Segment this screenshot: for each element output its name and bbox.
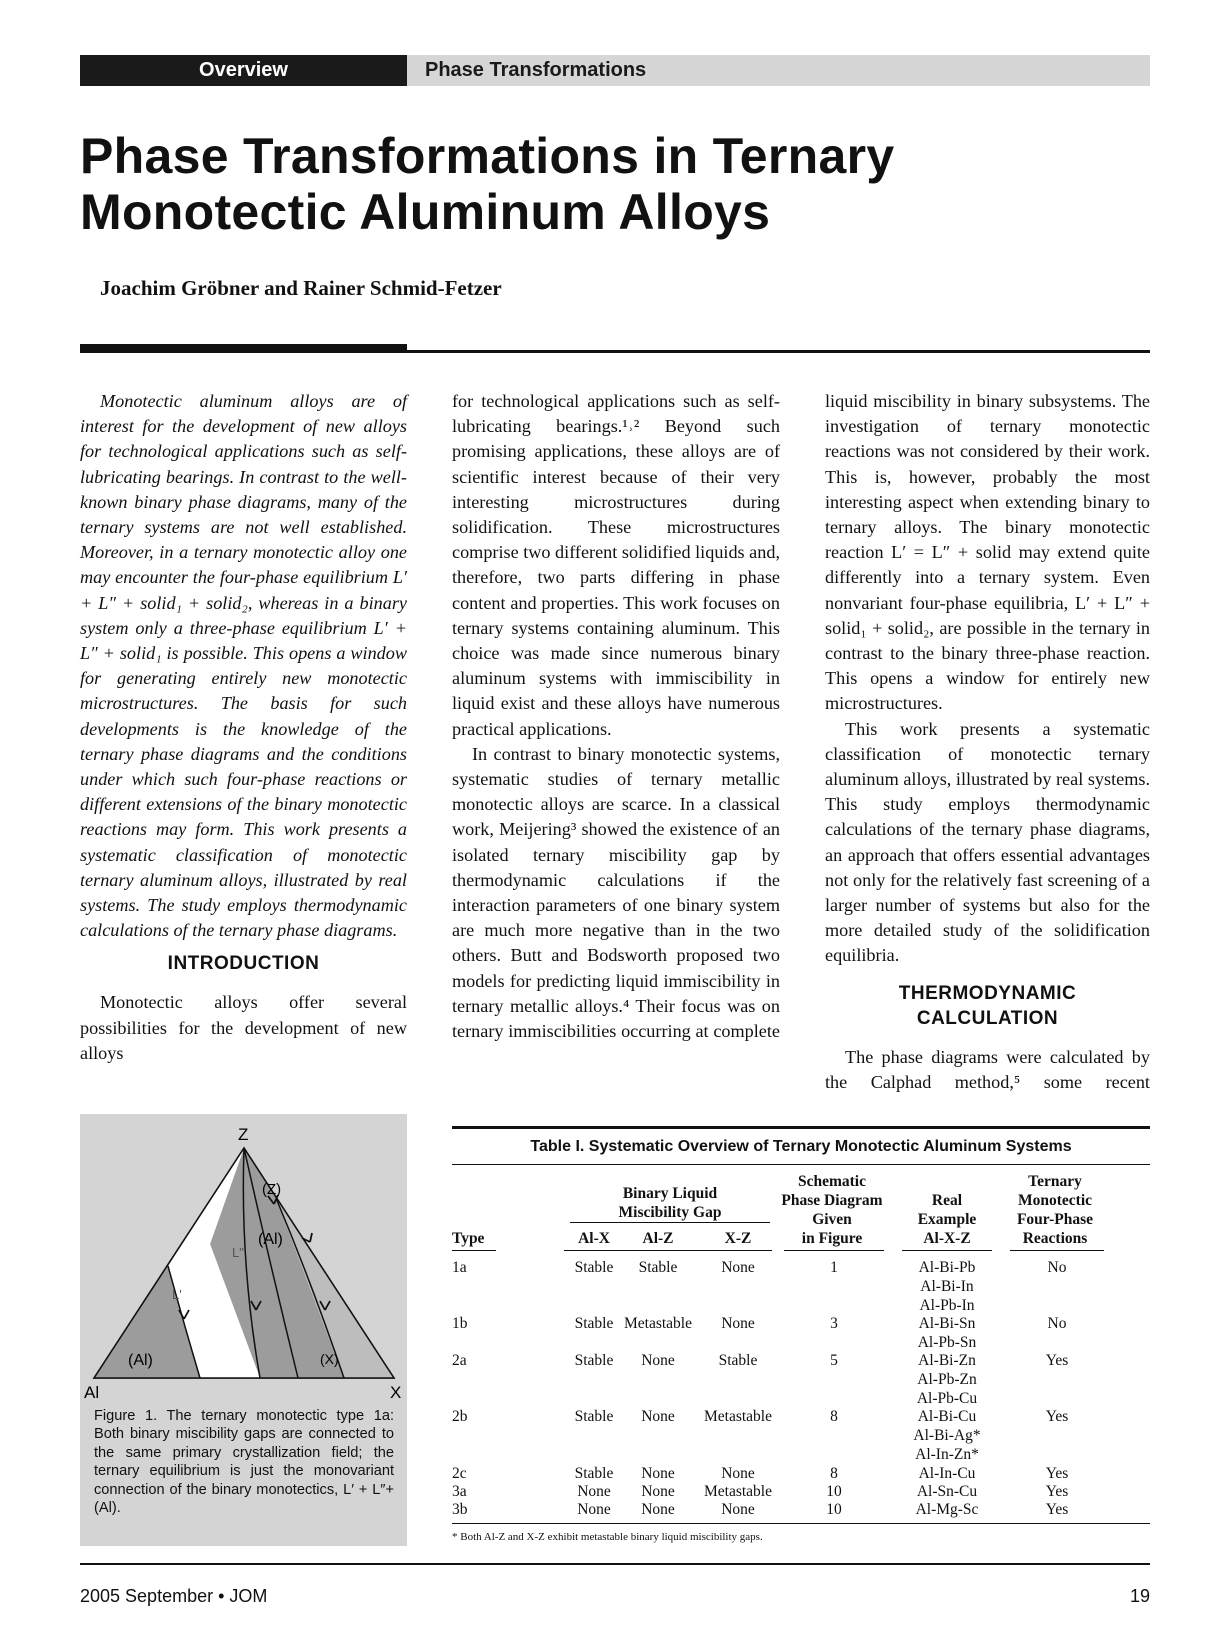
table-title: Table I. Systematic Overview of Ternary Monotectic Aluminum Systems (530, 1138, 1072, 1155)
intro-paragraph-start: Monotectic alloys offer several possibilities for the development of new alloys (80, 992, 407, 1063)
label-al: Al (84, 1383, 100, 1402)
figure-caption: Figure 1. The ternary monotectic type 1a: Both binary miscibility gaps are connected to the same primary crystallization field; the ternary equilibrium is just the monovariant connection of the binary monotectics, L′ + L″+ (Al). (94, 1408, 394, 1517)
col-example: Real Example Al-X-Z (917, 1192, 977, 1247)
section-label: Overview (80, 55, 407, 86)
label-al-mid: (Al) (258, 1231, 283, 1248)
title-line-2: Monotectic Aluminum Alloys (80, 184, 771, 240)
col-figure: Schematic Phase Diagram Given in Figure (781, 1173, 883, 1247)
label-x: X (390, 1383, 402, 1402)
table-bottom-rule (452, 1523, 1150, 1524)
label-x-region: (X) (320, 1351, 339, 1367)
intro-paragraph-3: This work presents a systematic classification of monotectic ternary aluminum alloys, illustrated by real systems. This study employs thermodynamic calculations of the ternary phase diagrams, an approach that offers essential advantages not only for the relatively fast screening of a larger number of systems but also for the more detailed study of the solidification equilibria. (825, 718, 1150, 966)
table-footnote: * Both Al-Z and X-Z exhibit metastable binary liquid miscibility gaps. (452, 1531, 763, 1543)
col-group-miscibility: Binary Liquid Miscibility Gap (618, 1185, 722, 1221)
col-ternary: Ternary Monotectic Four-Phase Reactions (1016, 1173, 1094, 1247)
table-body: Binary Liquid Miscibility Gap Schematic Phase Diagram Given in Figure Real Example Al-X-Z Ternary Monotectic Four-Phase Reactions Type Al-X Al-Z X-Z 1a Stable Stable None 1 Al-Bi-Pb Al-Bi-In Al-Pb-In No 1b Stable Metastable None 3 Al-Bi-Sn Al-Pb-Sn No 2a Stable None Stable 5 Al-Bi-Zn Al-Pb-Zn Al-Pb-Cu Yes 2b Stable None Metastable 8 Al-Bi-Cu Al-Bi-Ag* Al-In-Zn* Yes 2c Stable None None 8 Al-In-Cu Yes 3a None None Metastable 10 Al-Sn-Cu Yes 3b None None None 10 Al-Mg-Sc Yes (452, 1172, 1150, 1532)
journal-issue: 2005 September • JOM (80, 1586, 268, 1606)
label-z-region: (Z) (262, 1181, 282, 1198)
page-number: 19 (1129, 1586, 1150, 1606)
intro-paragraph-1-cont: for technological applications such as self-lubricating bearings.¹˒² Beyond such promising applications, these alloys are of scientific interest because of their very interesting microstructures during solidification. These microstructures comprise two different solidified liquids and, therefore, two parts differing in phase content and properties. This work focuses on ternary systems containing aluminum. This choice was made since numerous binary aluminum systems with immiscibility in liquid exist and these alloys have numerous practical applications. (452, 391, 780, 739)
column-1 (80, 389, 407, 1066)
abstract: Monotectic aluminum alloys are of interest for the development of new alloys for technological applications such as self-lubricating bearings. In contrast to the well-known binary phase diagrams, many of the ternary systems are not well established. Moreover, in a ternary monotectic alloy one may encounter the four-phase equilibrium L′ + L″ + solid₁ + solid₂, whereas in a binary system only a three-phase equilibrium L′ + L″ + solid₁ is possible. This opens a window for generating entirely new monotectic microstructures. The basis for such developments is the knowledge of the ternary phase diagrams and the conditions under which such four-phase reactions or different extensions of the binary monotectic reactions may form. This work presents a systematic classification of monotectic ternary aluminum alloys, illustrated by real systems. The study employs thermodynamic calculations of the ternary phase diagrams. (80, 391, 407, 941)
table-top-rule (452, 1126, 1150, 1129)
figure-1 (80, 1114, 407, 1546)
label-z: Z (238, 1125, 249, 1144)
title-rule-accent (80, 344, 407, 352)
column-3 (825, 389, 1150, 1095)
col-x-z: X-Z (724, 1230, 752, 1247)
article-title (80, 128, 1150, 240)
thermo-heading-line-1: THERMODYNAMIC (898, 982, 1077, 1004)
col-al-x: Al-X (578, 1230, 610, 1247)
thermo-heading (825, 981, 1150, 1031)
intro-heading: INTRODUCTION (167, 953, 320, 975)
intro-paragraph-2: In contrast to binary monotectic systems, systematic studies of ternary metallic monotectic alloys are scarce. In a classical work, Meijering³ showed the existence of an isolated ternary miscibility gap by thermodynamic calculations if the interaction parameters of one binary system are much more negative than in the two others. Butt and Bodsworth proposed two models for predicting liquid immiscibility in ternary metallic alloys.⁴ Their focus was on ternary immiscibilities occurring at complete (452, 743, 780, 1042)
col-al-z: Al-Z (642, 1230, 674, 1247)
thermo-heading-line-2: CALCULATION (916, 1007, 1059, 1029)
column-2 (452, 389, 780, 1044)
ternary-phase-diagram (80, 1114, 407, 1414)
intro-paragraph-2-cont: liquid miscibility in binary subsystems. The investigation of ternary monotectic reactions was not considered by their work. This is, however, probably the most interesting aspect when extending binary to ternary alloys. The binary monotectic reaction L′ = L″ + solid may extend quite differently into a ternary system. Even nonvariant four-phase equilibria, L′ + L″ + solid₁ + solid₂, are possible in the ternary in contrast to the binary three-phase reaction. This opens a window for entirely new microstructures. (825, 391, 1150, 714)
topic-label: Phase Transformations (407, 55, 1150, 86)
authors: Joachim Gröbner and Rainer Schmid-Fetzer (100, 276, 502, 300)
group-rule (570, 1222, 770, 1223)
thermo-paragraph: The phase diagrams were calculated by the Calphad method,⁵ some recent (825, 1046, 1150, 1092)
table-title-rule (452, 1164, 1150, 1165)
col-type: Type (452, 1230, 485, 1247)
label-al-left: (Al) (128, 1352, 153, 1369)
title-line-1: Phase Transformations in Ternary (80, 128, 895, 184)
label-l-prime: L' (172, 1287, 182, 1302)
footer-rule (80, 1563, 1150, 1565)
label-l-double-prime: L" (232, 1245, 244, 1260)
